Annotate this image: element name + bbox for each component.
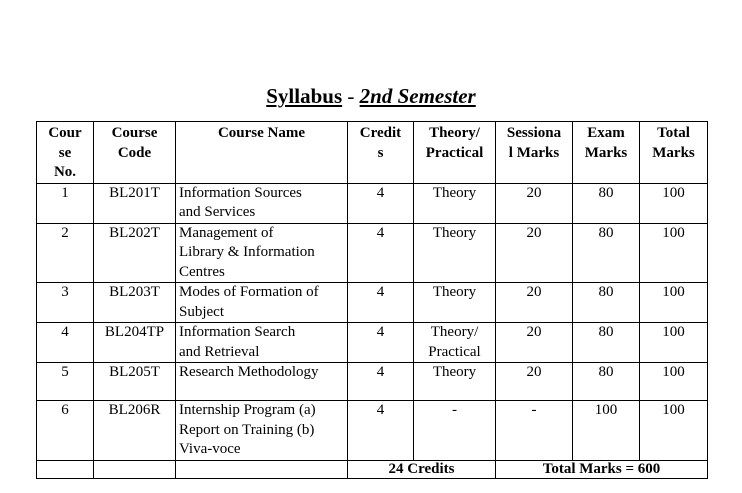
course-credits: 4 (348, 401, 414, 461)
course-type (414, 363, 496, 401)
exam-marks: 80 (573, 223, 640, 283)
total-marks: 100 (640, 283, 708, 323)
header-text: Credit (359, 125, 402, 141)
header-total-marks (640, 122, 708, 184)
course-type-line: - (452, 402, 457, 418)
header-text: Course (111, 125, 158, 141)
title-sub: 2nd Semester (359, 84, 476, 108)
empty-cell (37, 460, 94, 478)
course-name (176, 223, 348, 283)
course-credits: 4 (348, 223, 414, 283)
header-exam-marks (573, 122, 640, 184)
course-name-line: Subject (179, 303, 224, 320)
sessional-marks: 20 (496, 363, 573, 401)
total-marks: 100 (640, 223, 708, 283)
header-text: se (58, 144, 72, 161)
page-title (0, 84, 742, 108)
course-credits: 4 (348, 363, 414, 401)
header-sessional-marks (496, 122, 573, 184)
course-name (176, 401, 348, 461)
course-no: 5 (37, 363, 94, 401)
totals-row (37, 460, 708, 478)
empty-cell (176, 460, 348, 478)
course-name-line: and Services (179, 204, 256, 220)
course-name-line: Information Sources (179, 184, 302, 201)
header-text: No. (53, 164, 77, 180)
header-text: Code (117, 144, 152, 161)
course-type (414, 223, 496, 283)
exam-marks: 80 (573, 183, 640, 223)
course-no: 1 (37, 183, 94, 223)
title-separator: - (342, 84, 360, 108)
course-name-line: and Retrieval (179, 343, 260, 360)
total-marks: 100 (640, 363, 708, 401)
sessional-marks: 20 (496, 283, 573, 323)
total-marks-summary: Total Marks = 600 (496, 460, 708, 478)
header-text: Marks (584, 144, 628, 161)
exam-marks: 100 (573, 401, 640, 461)
course-type-line: Theory (432, 224, 477, 241)
exam-marks: 80 (573, 363, 640, 401)
course-code: BL202T (94, 223, 176, 283)
course-credits: 4 (348, 283, 414, 323)
course-type (414, 283, 496, 323)
course-type (414, 401, 496, 461)
course-type-line: Theory (432, 364, 477, 380)
title-main: Syllabus (266, 84, 343, 108)
course-name-line: Internship Program (a) (179, 402, 316, 418)
table-row (37, 363, 708, 401)
table-row (37, 283, 708, 323)
course-credits: 4 (348, 323, 414, 363)
course-type-line: Theory/ (430, 324, 479, 340)
total-marks: 100 (640, 183, 708, 223)
course-name-line: Report on Training (b) (179, 421, 315, 438)
header-credits (348, 122, 414, 184)
header-text: Course Name (217, 125, 306, 141)
course-name (176, 323, 348, 363)
header-text: Sessiona (506, 125, 562, 141)
course-credits: 4 (348, 183, 414, 223)
course-name-line: Viva-voce (179, 441, 241, 457)
header-course-name (176, 122, 348, 184)
header-text: Total (657, 125, 690, 141)
course-code: BL205T (94, 363, 176, 401)
table-row (37, 223, 708, 283)
course-type-line: Practical (428, 343, 481, 360)
syllabus-table (36, 121, 708, 479)
course-name (176, 363, 348, 401)
total-marks: 100 (640, 323, 708, 363)
table-row (37, 323, 708, 363)
course-name (176, 283, 348, 323)
header-course-code (94, 122, 176, 184)
course-name-line: Modes of Formation of (179, 284, 319, 300)
course-name-line: Library & Information (179, 244, 315, 260)
header-text: Cour (48, 125, 82, 141)
header-text: Practical (425, 144, 484, 161)
header-text: l Marks (508, 144, 560, 161)
course-no: 2 (37, 223, 94, 283)
header-text: s (377, 144, 384, 161)
header-course-no (37, 122, 94, 184)
course-code: BL204TP (94, 323, 176, 363)
course-name-line: Information Search (179, 324, 296, 340)
course-code: BL201T (94, 183, 176, 223)
course-type (414, 323, 496, 363)
course-no: 4 (37, 323, 94, 363)
header-text: Marks (652, 144, 695, 161)
exam-marks: 80 (573, 323, 640, 363)
course-no: 3 (37, 283, 94, 323)
course-name (176, 183, 348, 223)
sessional-marks: 20 (496, 223, 573, 283)
course-name-line: Research Methodology (179, 364, 319, 380)
sessional-marks: 20 (496, 183, 573, 223)
course-type-line: Theory (432, 184, 477, 201)
total-marks: 100 (640, 401, 708, 461)
header-text: Theory/ (429, 125, 480, 141)
course-code: BL206R (94, 401, 176, 461)
header-theory-practical (414, 122, 496, 184)
table-row (37, 401, 708, 461)
header-row (37, 122, 708, 184)
course-type (414, 183, 496, 223)
course-name-line: Management of (179, 224, 274, 241)
course-name-line: Centres (179, 263, 225, 280)
table-row (37, 183, 708, 223)
sessional-marks: 20 (496, 323, 573, 363)
exam-marks: 80 (573, 283, 640, 323)
course-code: BL203T (94, 283, 176, 323)
total-credits: 24 Credits (348, 460, 496, 478)
course-type-line: Theory (432, 284, 477, 300)
course-no: 6 (37, 401, 94, 461)
empty-cell (94, 460, 176, 478)
sessional-marks: - (496, 401, 573, 461)
header-text: Exam (587, 125, 625, 141)
